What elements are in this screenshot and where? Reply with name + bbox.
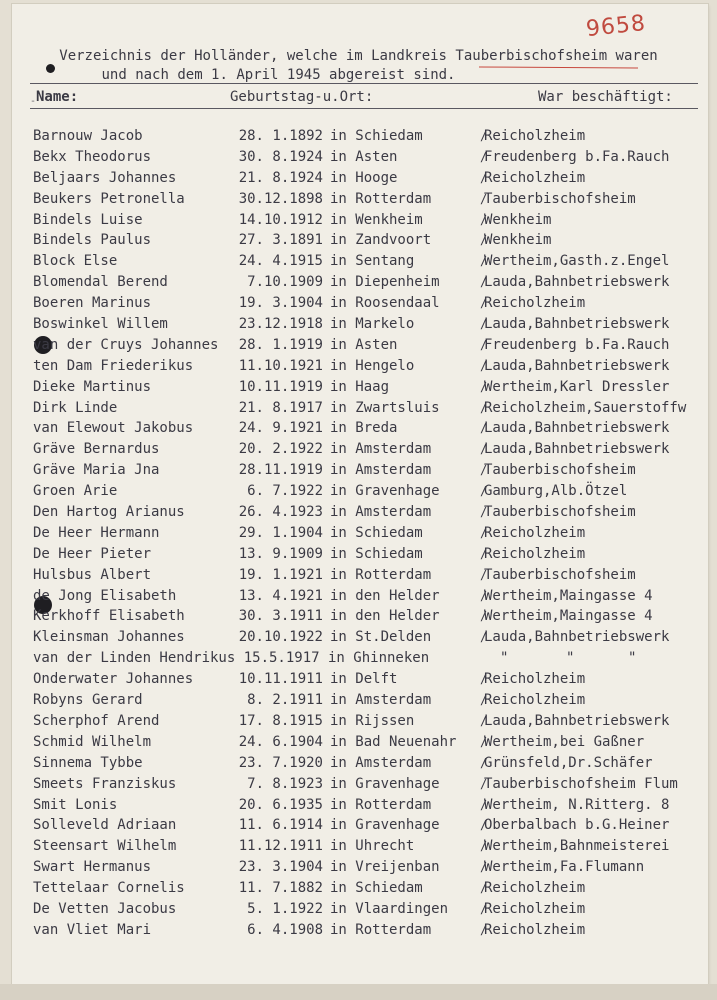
entry-birth-date: 10.11.1911 [238,671,323,688]
entry-employment: / Tauberbischofsheim [484,502,636,522]
list-item [0,711,717,732]
entry-birth-date: 28. 1.1919 [238,336,323,353]
entry-employment: / Wertheim,Maingasse 4 [484,586,653,606]
list-item [0,565,717,586]
list-item [0,627,717,648]
entry-birth-place: in Schiedam [330,524,423,541]
list-item [0,251,717,272]
entry-employment: / Tauberbischofsheim [484,460,636,480]
entry-employment: / Lauda,Bahnbetriebswerk [484,627,669,647]
entry-birth-place: in den Helder [330,587,440,604]
entry-employment: / Reicholzheim [484,523,585,543]
entry-birth-place: in Amsterdam [330,441,432,458]
entry-name: De Heer Pieter [33,545,152,562]
ditto-mark: " [628,650,637,667]
entry-birth-date: 30. 3.1911 [238,608,323,625]
entry-name: Smeets Franziskus [33,775,177,792]
entry-birth-date: 6. 7.1922 [247,483,323,500]
list-item [0,815,717,836]
entry-list [0,126,717,941]
entry-name: Solleveld Adriaan [33,817,177,834]
entry-name: Gräve Bernardus [33,441,160,458]
ditto-mark: " [566,650,575,667]
entry-birth-place: in Gravenhage [330,483,440,500]
entry-name: Kerkhoff Elisabeth [33,608,185,625]
entry-birth-place: in Zwartsluis [330,399,440,416]
entry-birth-date: 21. 8.1924 [238,169,323,186]
list-item [0,544,717,565]
entry-employment: / Lauda,Bahnbetriebswerk [484,314,669,334]
entry-employment: / Wenkheim [484,230,551,250]
entry-birth-place: in Diepenheim [330,274,440,291]
list-item [0,586,717,607]
entry-birth-date: 23. 3.1904 [238,859,323,876]
list-item [0,669,717,690]
entry-name: Beljaars Johannes [33,169,177,186]
list-item [0,920,717,941]
list-item [0,481,717,502]
entry-employment: / Reicholzheim [484,669,585,689]
entry-employment: / Wertheim,Bahnmeisterei [484,836,669,856]
entry-name: van der Cruys Johannes [33,336,219,353]
entry-birth-date: 28. 1.1892 [238,128,323,144]
entry-name: Beukers Petronella [33,190,185,207]
entry-birth-place: in Amsterdam [330,754,432,771]
entry-employment: / Reicholzheim [484,293,585,313]
list-item [0,230,717,251]
list-item [0,857,717,878]
list-item [0,398,717,419]
entry-employment: / Reicholzheim [484,168,585,188]
list-item [0,753,717,774]
list-item [0,377,717,398]
column-mark: - [30,96,37,107]
entry-name: Steensart Wilhelm [33,838,177,855]
entry-birth-place: in Hooge [330,169,398,186]
entry-employment: / Reicholzheim [484,899,585,919]
entry-birth-place: in Rijssen [330,712,415,729]
entry-birth-place: in Amsterdam [330,504,432,521]
entry-employment: / Grünsfeld,Dr.Schäfer [484,753,653,773]
entry-birth-date: 20. 6.1935 [238,796,323,813]
ditto-mark: " [500,650,509,667]
entry-birth-place: in Gravenhage [330,817,440,834]
archive-number: 9658 [584,10,648,43]
entry-employment: / Freudenberg b.Fa.Rauch [484,147,669,167]
entry-name: Dirk Linde [33,399,118,416]
entry-birth-place: in Rotterdam [330,190,432,207]
header-rule-top [30,83,698,84]
entry-employment: / Lauda,Bahnbetriebswerk [484,272,669,292]
entry-name: Boswinkel Willem [33,316,168,333]
entry-employment: / Wertheim, N.Ritterg. 8 [484,795,669,815]
list-item [0,795,717,816]
entry-name: Swart Hermanus [33,859,152,876]
entry-employment: / Tauberbischofsheim [484,189,636,209]
entry-employment: / Lauda,Bahnbetriebswerk [484,418,669,438]
document-title-line1: Verzeichnis der Holländer, welche im Landkreis Tauberbischofsheim waren [59,48,658,64]
entry-name: Scherphof Arend [33,712,160,729]
entry-birth-date: 13. 9.1909 [238,545,323,562]
entry-birth-date: 7.10.1909 [247,274,323,291]
entry-birth-date: 11. 7.1882 [238,880,323,897]
entry-name: Bekx Theodorus [33,148,152,165]
entry-birth-date: 11. 6.1914 [238,817,323,834]
entry-birth-date: 28.11.1919 [238,462,323,479]
column-header-birth: Geburtstag-u.Ort: [230,89,374,105]
entry-birth-date: 24. 6.1904 [238,733,323,750]
entry-name: Kleinsman Johannes [33,629,185,646]
entry-name: Bindels Luise [33,211,143,228]
document-title-line2: und nach dem 1. April 1945 abgereist sind. [101,67,456,83]
entry-birth-date: 21. 8.1917 [238,399,323,416]
entry-name: Bindels Paulus [33,232,152,249]
entry-birth-place: in Schiedam [330,545,423,562]
entry-birth-place: in Rotterdam [330,921,432,938]
entry-employment: / Lauda,Bahnbetriebswerk [484,439,669,459]
entry-name: De Vetten Jacobus [33,900,177,917]
entry-full-line: van der Linden Hendrikus 15.5.1917 in Ghinneken [33,650,430,667]
entry-birth-date: 5. 1.1922 [247,900,323,917]
entry-birth-date: 23.12.1918 [238,316,323,333]
list-item [0,189,717,210]
entry-birth-place: in Uhrecht [330,838,415,855]
entry-employment: / Wertheim,Maingasse 4 [484,606,653,626]
entry-employment: / Gamburg,Alb.Ötzel [484,481,627,501]
entry-birth-place: in Delft [330,671,398,688]
entry-birth-place: in Hengelo [330,357,415,374]
entry-employment: / Freudenberg b.Fa.Rauch [484,335,669,355]
entry-employment: / Reicholzheim [484,920,585,940]
entry-birth-date: 29. 1.1904 [238,524,323,541]
entry-employment: / Reicholzheim [484,544,585,564]
entry-name: Hulsbus Albert [33,566,152,583]
entry-birth-place: in Asten [330,336,398,353]
entry-birth-place: in Zandvoort [330,232,432,249]
entry-employment: / Reicholzheim [484,126,585,146]
list-item [0,168,717,189]
entry-employment: / Tauberbischofsheim [484,565,636,585]
list-item [0,314,717,335]
entry-birth-date: 19. 3.1904 [238,295,323,312]
entry-name: De Heer Hermann [33,524,160,541]
entry-name: Schmid Wilhelm [33,733,152,750]
entry-birth-place: in Gravenhage [330,775,440,792]
entry-birth-place: in Schiedam [330,880,423,897]
list-item [0,210,717,231]
entry-birth-place: in Roosendaal [330,295,440,312]
entry-birth-place: in Sentang [330,253,415,270]
entry-name: Blomendal Berend [33,274,168,291]
entry-birth-date: 24. 4.1915 [238,253,323,270]
entry-birth-date: 14.10.1912 [238,211,323,228]
list-item [0,335,717,356]
scan-background-strip [0,984,717,1000]
entry-birth-place: in Wenkheim [330,211,423,228]
entry-birth-date: 7. 8.1923 [247,775,323,792]
entry-birth-place: in Vreijenban [330,859,440,876]
entry-birth-date: 11.12.1911 [238,838,323,855]
entry-employment: / Oberbalbach b.G.Heiner [484,815,669,835]
entry-birth-date: 6. 4.1908 [247,921,323,938]
entry-name: Gräve Maria Jna [33,462,160,479]
entry-name: Smit Lonis [33,796,118,813]
entry-birth-date: 8. 2.1911 [247,692,323,709]
list-item [0,523,717,544]
entry-birth-place: in St.Delden [330,629,432,646]
entry-employment: / Wertheim,Gasth.z.Engel [484,251,669,271]
list-item [0,439,717,460]
list-item [0,356,717,377]
entry-employment: / Lauda,Bahnbetriebswerk [484,711,669,731]
entry-birth-date: 11.10.1921 [238,357,323,374]
list-item [0,418,717,439]
list-item [0,648,717,669]
entry-birth-date: 17. 8.1915 [238,712,323,729]
entry-birth-date: 13. 4.1921 [238,587,323,604]
column-header-name: Name: [36,89,79,105]
list-item [0,502,717,523]
list-item [0,293,717,314]
entry-birth-date: 20. 2.1922 [238,441,323,458]
column-header-work: War beschäftigt: [538,89,673,105]
entry-birth-date: 27. 3.1891 [238,232,323,249]
entry-employment: / Wenkheim [484,210,551,230]
entry-employment: / Wertheim,Fa.Flumann [484,857,644,877]
entry-name: van Vliet Mari [33,921,152,938]
entry-name: Sinnema Tybbe [33,754,143,771]
list-item [0,899,717,920]
entry-birth-date: 30.12.1898 [238,190,323,207]
entry-birth-date: 10.11.1919 [238,378,323,395]
entry-birth-place: in Haag [330,378,390,395]
entry-birth-place: in Schiedam [330,128,423,144]
entry-birth-place: in Vlaardingen [330,900,449,917]
list-item [0,147,717,168]
entry-birth-date: 24. 9.1921 [238,420,323,437]
list-item [0,774,717,795]
entry-employment: / Wertheim,bei Gaßner [484,732,644,752]
list-item [0,878,717,899]
list-item [0,732,717,753]
entry-birth-place: in Asten [330,148,398,165]
entry-birth-place: in den Helder [330,608,440,625]
entry-employment: / Lauda,Bahnbetriebswerk [484,356,669,376]
entry-employment: / Reicholzheim,Sauerstoffw [484,398,686,418]
entry-birth-place: in Markelo [330,316,415,333]
entry-employment: / Wertheim,Karl Dressler [484,377,669,397]
list-item [0,690,717,711]
list-item [0,126,717,147]
entry-name: Den Hartog Arianus [33,504,185,521]
entry-employment: / Reicholzheim [484,878,585,898]
entry-name: Boeren Marinus [33,295,152,312]
entry-name: van Elewout Jakobus [33,420,194,437]
list-item [0,460,717,481]
entry-employment: / Tauberbischofsheim Flum [484,774,678,794]
entry-name: Onderwater Johannes [33,671,194,688]
list-item [0,606,717,627]
entry-birth-place: in Amsterdam [330,462,432,479]
entry-name: Barnouw Jacob [33,128,143,144]
list-item [0,836,717,857]
entry-name: Tettelaar Cornelis [33,880,185,897]
entry-name: Robyns Gerard [33,692,143,709]
entry-employment: / Reicholzheim [484,690,585,710]
entry-birth-place: in Rotterdam [330,566,432,583]
entry-birth-date: 19. 1.1921 [238,566,323,583]
entry-birth-place: in Bad Neuenahr [330,733,457,750]
entry-name: Dieke Martinus [33,378,152,395]
entry-name: Groen Arie [33,483,118,500]
entry-birth-date: 23. 7.1920 [238,754,323,771]
header-rule-bottom [30,108,698,109]
entry-birth-date: 26. 4.1923 [238,504,323,521]
entry-birth-date: 30. 8.1924 [238,148,323,165]
entry-birth-date: 20.10.1922 [238,629,323,646]
list-item [0,272,717,293]
entry-name: Block Else [33,253,118,270]
entry-name: de Jong Elisabeth [33,587,177,604]
entry-birth-place: in Amsterdam [330,692,432,709]
entry-name: ten Dam Friederikus [33,357,194,374]
entry-birth-place: in Breda [330,420,398,437]
entry-birth-place: in Rotterdam [330,796,432,813]
